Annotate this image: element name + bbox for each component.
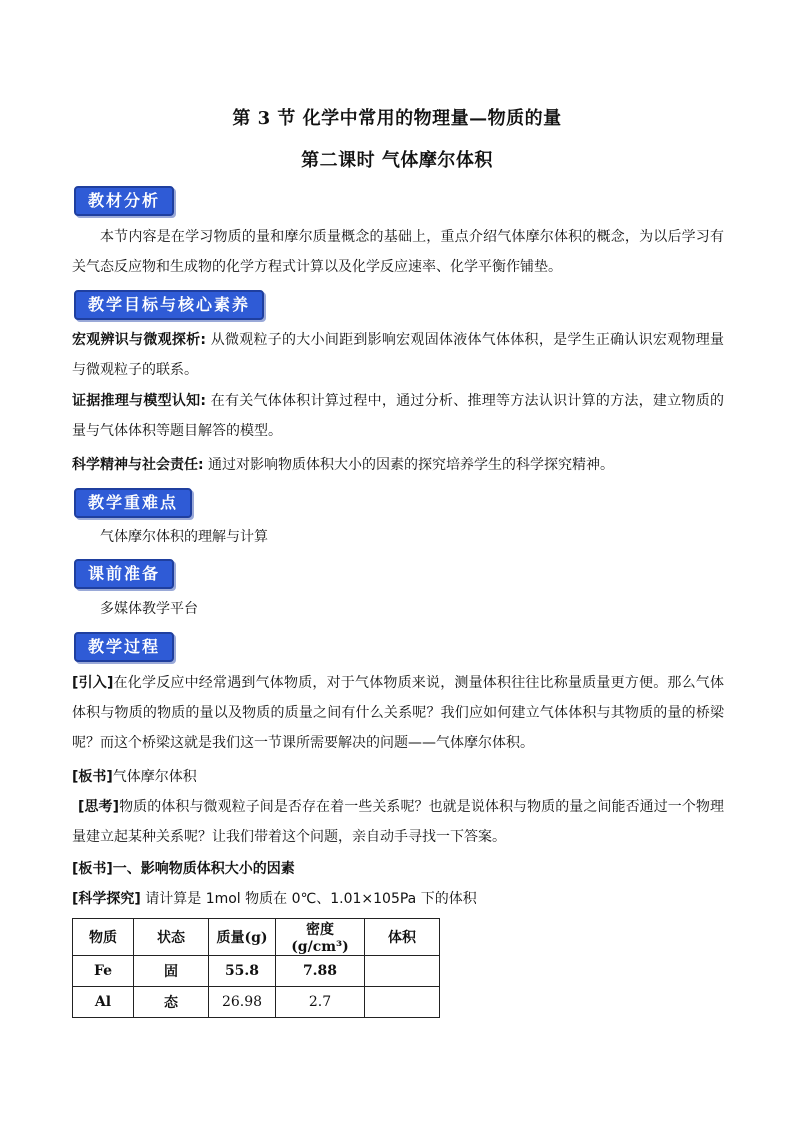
table-cell: Fe bbox=[73, 956, 134, 987]
section-badge-preparation: 课前准备 bbox=[74, 559, 174, 589]
explore-label: [科学探究] bbox=[72, 891, 141, 907]
table-cell: 态 bbox=[134, 987, 209, 1018]
preparation-text: 多媒体教学平台 bbox=[100, 601, 198, 617]
goal-text: 在有关气体体积计算过程中，通过分析、推理等方法认识计算的方法，建立物质的量与气体体积等题目解答的模型。 bbox=[72, 393, 724, 439]
table-cell: 26.98 bbox=[209, 987, 276, 1018]
table-cell: 7.88 bbox=[276, 956, 365, 987]
table-cell: 固 bbox=[134, 956, 209, 987]
analysis-paragraph: 本节内容是在学习物质的量和摩尔质量概念的基础上，重点介绍气体摩尔体积的概念，为以后学习有关气态反应物和生成物的化学方程式计算以及化学反应速率、化学平衡作铺垫。 bbox=[72, 229, 724, 275]
explore-line bbox=[72, 884, 724, 914]
table-row bbox=[73, 956, 440, 987]
table-header: 体积 bbox=[365, 919, 440, 956]
table-cell bbox=[365, 956, 440, 987]
intro-label: [引入] bbox=[72, 675, 114, 691]
goal-label: 证据推理与模型认知: bbox=[72, 393, 206, 409]
intro-paragraph bbox=[72, 668, 724, 758]
goal-text: 通过对影响物质体积大小的因素的探究培养学生的科学探究精神。 bbox=[203, 457, 615, 473]
table-cell: 2.7 bbox=[276, 987, 365, 1018]
goal-item bbox=[72, 325, 724, 385]
table-cell: 55.8 bbox=[209, 956, 276, 987]
table-header: 密度 (g/cm³) bbox=[276, 919, 365, 956]
volume-table bbox=[72, 918, 440, 1018]
think-text: 物质的体积与微观粒子间是否存在着一些关系呢？也就是说体积与物质的量之间能否通过一个物理量建立起某种关系呢？让我们带着这个问题，亲自动手寻找一下答案。 bbox=[72, 799, 725, 845]
intro-text: 在化学反应中经常遇到气体物质，对于气体物质来说，测量体积往往比称量质量更方便。那么气体体积与物质的物质的量以及物质的质量之间有什么关系呢？我们应如何建立气体体积与其物质的量的桥梁呢？而这个桥梁这就是我们这一节课所需要解决的问题——气体摩尔体积。 bbox=[72, 675, 725, 751]
section-badge-analysis: 教材分析 bbox=[74, 186, 174, 216]
page-title: 第 3 节 化学中常用的物理量—物质的量 bbox=[232, 108, 562, 129]
think-paragraph bbox=[72, 792, 724, 852]
goal-label: 科学精神与社会责任: bbox=[72, 457, 204, 473]
think-label: [思考] bbox=[78, 799, 120, 815]
board2-label: [板书] bbox=[72, 861, 113, 877]
goal-item bbox=[72, 386, 724, 446]
table-header: 状态 bbox=[134, 919, 209, 956]
goal-label: 宏观辨识与微观探析: bbox=[72, 332, 206, 348]
page-subtitle: 第二课时 气体摩尔体积 bbox=[301, 150, 493, 171]
board2-text: 一、影响物质体积大小的因素 bbox=[112, 861, 295, 877]
section-badge-process: 教学过程 bbox=[74, 632, 174, 662]
section-badge-key-points: 教学重难点 bbox=[74, 488, 192, 518]
board-note-1 bbox=[72, 762, 724, 792]
table-row bbox=[73, 987, 440, 1018]
explore-text: 请计算是 1mol 物质在 0℃、1.01×105Pa 下的体积 bbox=[140, 891, 477, 907]
table-header-row bbox=[73, 919, 440, 956]
table-header: 质量(g) bbox=[209, 919, 276, 956]
key-points-text: 气体摩尔体积的理解与计算 bbox=[100, 529, 268, 545]
table-cell: Al bbox=[73, 987, 134, 1018]
table-cell bbox=[365, 987, 440, 1018]
section-badge-goals: 教学目标与核心素养 bbox=[74, 290, 264, 320]
table-header: 物质 bbox=[73, 919, 134, 956]
board1-text: 气体摩尔体积 bbox=[112, 769, 197, 785]
goal-text: 从微观粒子的大小间距到影响宏观固体液体气体体积，是学生正确认识宏观物理量与微观粒子的联系。 bbox=[72, 332, 724, 378]
board-note-2 bbox=[72, 854, 724, 884]
board1-label: [板书] bbox=[72, 769, 113, 785]
goal-item bbox=[72, 450, 724, 480]
